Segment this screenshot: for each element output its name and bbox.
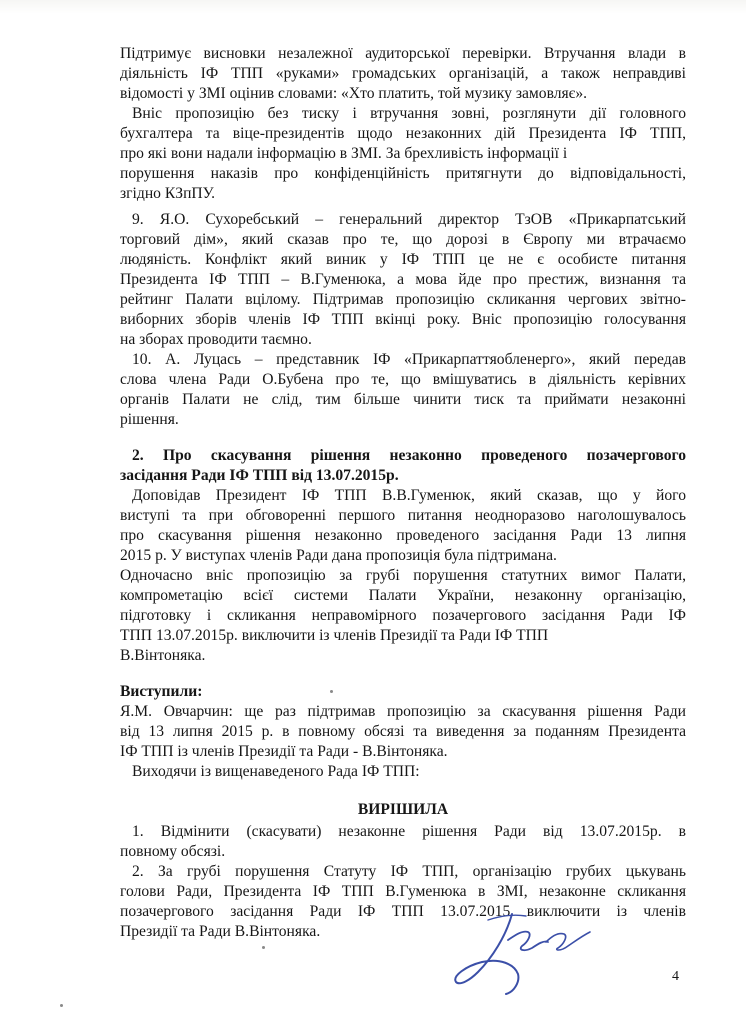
text-line: відомості у ЗМІ оцінив словами: «Хто платить, той музику замовляє». — [120, 85, 588, 102]
text-line: Президії та Ради В.Вінтоняка. — [120, 923, 321, 940]
text-line: діяльність ІФ ТПП «руками» громадських організацій, а також неправдиві — [120, 65, 686, 82]
text-line: Я.М. Овчарчин: ще раз підтримав пропозицію за скасування рішення Ради — [120, 703, 686, 720]
text-line: людяність. Конфлікт який виник у ІФ ТПП це не є особисте питання — [120, 251, 686, 268]
text-line: від 13 липня 2015 р. в повному обсязі та виведення за поданням Президента — [120, 723, 686, 740]
text-line: голови Ради, Президента ІФ ТПП В.Гуменюка в ЗМІ, незаконне скликання — [120, 883, 686, 900]
text-line: про скасування рішення незаконно проведеного засідання Ради 13 липня — [120, 527, 686, 544]
text-line: виступі та при обговоренні першого питання неодноразово наголошувалось — [120, 507, 686, 524]
text-line: слова члена Ради О.Бубена про те, що вмішуватись в діяльність керівних — [120, 371, 686, 388]
text-line: ІФ ТПП із членів Президії та Ради - В.Вінтоняка. — [120, 743, 448, 760]
text-line: Одночасно вніс пропозицію за грубі порушення статутних вимог Палати, — [120, 567, 686, 584]
section-heading: засідання Ради ІФ ТПП від 13.07.2015р. — [120, 467, 399, 484]
text-line: про які вони надали інформацію в ЗМІ. За брехливість інформації і — [120, 145, 568, 162]
page-number: 4 — [672, 969, 679, 984]
text-line: повному обсязі. — [120, 843, 226, 860]
text-line: порушення наказів про конфіденційність притягнути до відповідальності, — [120, 165, 686, 182]
text-line: органів Палати не слід, тим більше чинити тиск та приймати незаконні — [120, 391, 686, 408]
text-line: рішення. — [120, 411, 179, 428]
text-line: бухгалтера та віце-президентів щодо незаконних дій Президента ІФ ТПП, — [120, 125, 686, 142]
text-line: 10. А. Луцась – представник ІФ «Прикарпаттяобленерго», який передав — [132, 351, 686, 368]
text-line: згідно КЗпПУ. — [120, 185, 216, 202]
text-line: компрометацію всієї системи Палати України, незаконну організацію, — [120, 587, 686, 604]
scan-speck — [60, 1004, 63, 1007]
text-line: на зборах проводити таємно. — [120, 331, 312, 348]
text-line: 1. Відмінити (скасувати) незаконне рішення Ради від 13.07.2015р. в — [132, 823, 686, 840]
scan-speck — [262, 946, 265, 949]
text-line: виборних зборів членів ІФ ТПП вкінці року. Вніс пропозицію голосування — [120, 311, 686, 328]
text-line: Вніс пропозицію без тиску і втручання зовні, розглянути дії головного — [132, 105, 686, 122]
text-line: рейтинг Палати вцілому. Підтримав пропозицію скликання чергових звітно- — [120, 291, 686, 308]
text-line: ТПП 13.07.2015р. виключити із членів Президії та Ради ІФ ТПП — [120, 627, 549, 644]
scan-speck — [330, 690, 333, 693]
text-line: Підтримує висновки незалежної аудиторської перевірки. Втручання влади в — [120, 45, 686, 62]
text-line: підготовку і скликання неправомірного позачергового засідання Ради ІФ — [120, 607, 686, 624]
text-line: 2015 р. У виступах членів Ради дана пропозиція була підтримана. — [120, 547, 557, 564]
text-line: 2. За грубі порушення Статуту ІФ ТПП, організацію грубих цькувань — [132, 863, 686, 880]
text-line: 9. Я.О. Сухоребський – генеральний директор ТзОВ «Прикарпатський — [132, 211, 686, 228]
text-line: позачергового засідання Ради ІФ ТПП 13.07.2015 виключити із членів — [120, 903, 686, 920]
signature — [448, 906, 598, 1002]
text-line: торговий дім», який сказав про те, що дорозі в Європу ми втрачаємо — [120, 231, 686, 248]
decision-heading: ВИРІШИЛА — [357, 801, 449, 818]
text-line: В.Вінтоняка. — [120, 647, 206, 664]
text-line: Виходячи із вищенаведеного Рада ІФ ТПП: — [132, 763, 420, 780]
text-line: Доповідав Президент ІФ ТПП В.В.Гуменюк, який сказав, що у його — [132, 487, 686, 504]
text-line: Президента ІФ ТПП – В.Гуменюка, а мова йде про престиж, визнання та — [120, 271, 686, 288]
section-label: Виступили: — [120, 683, 203, 700]
section-heading: 2. Про скасування рішення незаконно проведеного позачергового — [132, 447, 686, 464]
